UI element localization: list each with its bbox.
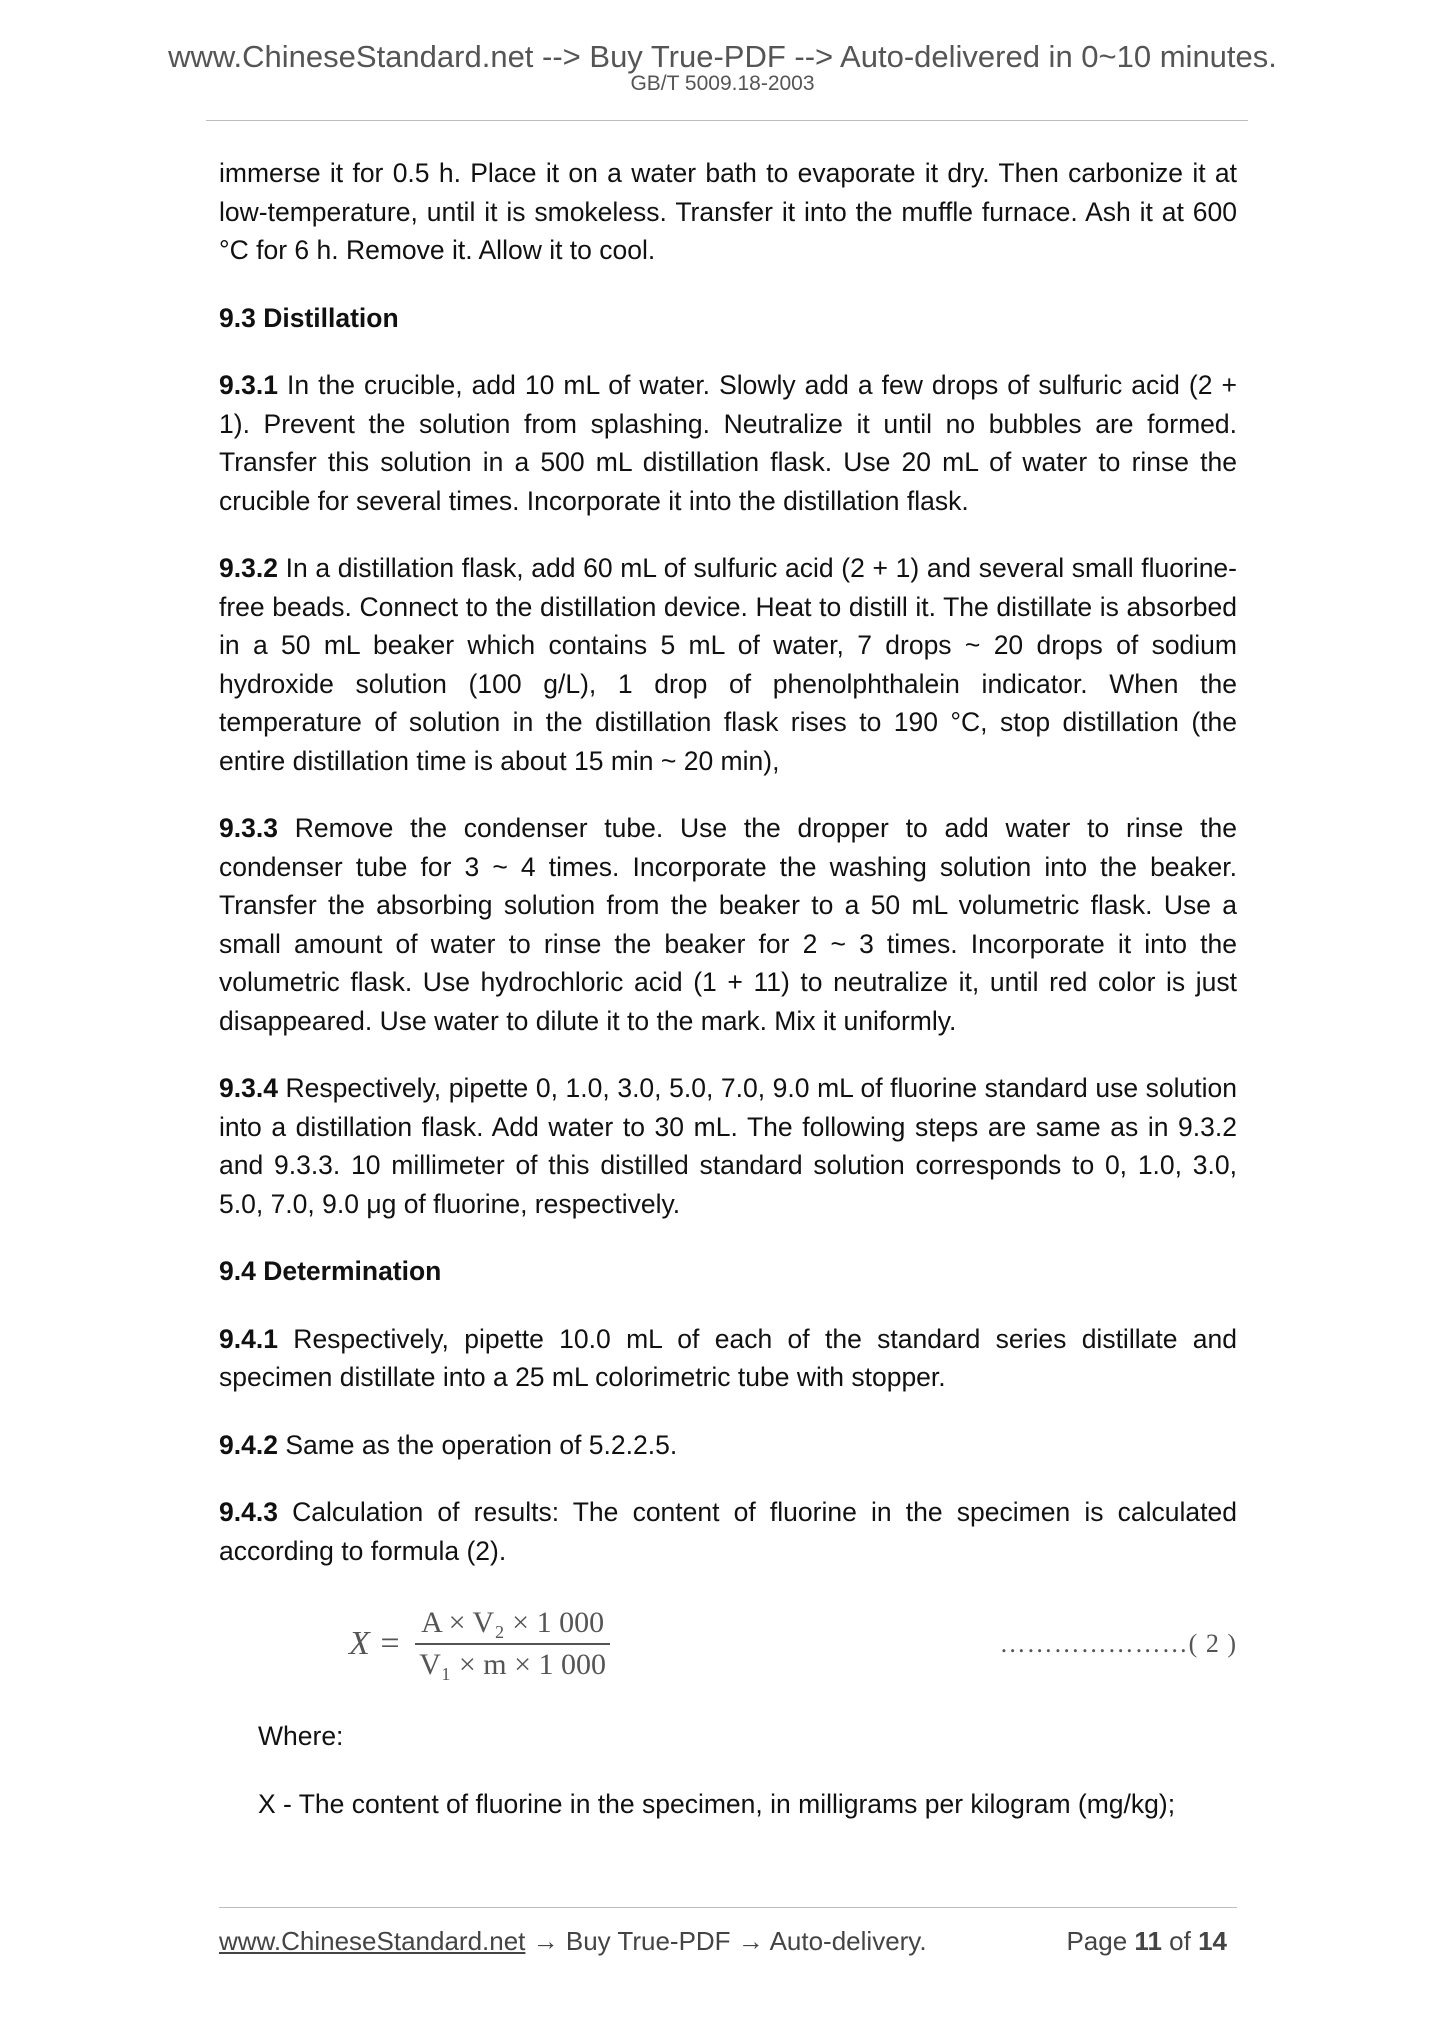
formula-denominator: V₁ × m × 1 000 — [419, 1648, 607, 1681]
section-heading-9-4: 9.4 Determination — [219, 1256, 442, 1286]
clause-number: 9.4.1 — [219, 1323, 278, 1354]
clause-number: 9.3.2 — [219, 553, 278, 583]
page-counter — [1066, 1926, 1227, 1957]
page-current: 11 — [1134, 1926, 1162, 1956]
document-body — [219, 154, 1237, 1852]
clause-text: Remove the condenser tube. Use the dropper to add water to rinse the condenser tube for 3 ~ 4 times. Incorporate the washing solution into the beaker. Transfer the absorbing solution from the beaker to a 50 mL volumetric flask. Use a small amount of water to rinse the beaker for 2 ~ 3 times. Incorporate it into the volumetric flask. Use hydrochloric acid (1 + 11) to neutralize it, until red color is just disappeared. Use water to dilute it to the mark. Mix it uniformly. — [219, 813, 1237, 1036]
fraction-bar — [415, 1643, 610, 1645]
clause-text: Respectively, pipette 0, 1.0, 3.0, 5.0, 7.0, 9.0 mL of fluorine standard use solution into a distillation flask. Add water to 30 mL. The following steps are same as in 9.3.2 and 9.3.3. 10 millimeter of this distilled standard solution corresponds to 0, 1.0, 3.0, 5.0, 7.0, 9.0 μg of fluorine, respectively. — [219, 1073, 1237, 1219]
paragraph-9-3-3 — [219, 809, 1237, 1040]
clause-number: 9.4.2 — [219, 1429, 278, 1460]
formula-expression — [349, 1605, 610, 1683]
footer-site-link[interactable]: www.ChineseStandard.net — [219, 1926, 526, 1956]
clause-text: Same as the operation of 5.2.2.5. — [277, 1429, 678, 1460]
standard-code: GB/T 5009.18-2003 — [630, 72, 815, 95]
footer-links — [219, 1926, 927, 1957]
clause-number: 9.3.3 — [219, 813, 278, 843]
page-footer — [219, 1926, 1237, 1962]
page-of: of — [1169, 1926, 1191, 1956]
footer-divider — [219, 1907, 1237, 1908]
formula-lhs: X = — [349, 1624, 402, 1662]
paragraph-9-4-3 — [219, 1493, 1237, 1570]
where-label: Where: — [258, 1721, 344, 1751]
definition-x: X - The content of fluorine in the specimen, in milligrams per kilogram (mg/kg); — [258, 1788, 1176, 1819]
formula-2 — [219, 1599, 1237, 1695]
section-heading-9-3: 9.3 Distillation — [219, 302, 399, 333]
formula-fraction — [415, 1605, 610, 1683]
formula-numerator: A × V₂ × 1 000 — [421, 1606, 605, 1639]
clause-text: Respectively, pipette 10.0 mL of each of the standard series distillate and specimen distillate into a 25 mL colorimetric tube with stopper. — [219, 1323, 1237, 1392]
paragraph-intro: immerse it for 0.5 h. Place it on a water bath to evaporate it dry. Then carbonize it at low-temperature, until it is smokeless. Transfer it into the muffle furnace. Ash it at 600 °C for 6 h. Remove it. Allow it to cool. — [219, 158, 1237, 265]
clause-number: 9.3.1 — [219, 370, 278, 400]
page-label: Page — [1066, 1926, 1128, 1956]
paragraph-9-3-1 — [219, 366, 1237, 520]
paragraph-9-4-2 — [219, 1426, 1237, 1465]
formula-number: …………………( 2 ) — [999, 1629, 1237, 1658]
clause-text: In a distillation flask, add 60 mL of sulfuric acid (2 + 1) and several small fluorine-free beads. Connect to the distillation device. Heat to distill it. The distillate is absorbed in a 50 mL beaker which contains 5 mL of water, 7 drops ~ 20 drops of sodium hydroxide solution (100 g/L), 1 drop of phenolphthalein indicator. When the temperature of solution in the distillation flask rises to 190 °C, stop distillation (the entire distillation time is about 15 min ~ 20 min), — [219, 553, 1237, 776]
footer-tagline: → Buy True-PDF → Auto-delivery. — [525, 1926, 927, 1956]
page-header — [0, 38, 1445, 96]
paragraph-9-3-4 — [219, 1069, 1237, 1223]
header-divider — [206, 120, 1248, 121]
clause-text: Calculation of results: The content of fluorine in the specimen is calculated according to formula (2). — [219, 1497, 1237, 1566]
header-banner[interactable]: www.ChineseStandard.net --> Buy True-PDF --> Auto-delivered in 0~10 minutes. — [168, 39, 1277, 74]
clause-number: 9.4.3 — [219, 1497, 278, 1527]
paragraph-9-4-1 — [219, 1320, 1237, 1397]
clause-text: In the crucible, add 10 mL of water. Slowly add a few drops of sulfuric acid (2 + 1). Prevent the solution from splashing. Neutralize it until no bubbles are formed. Transfer this solution in a 500 mL distillation flask. Use 20 mL of water to rinse the crucible for several times. Incorporate it into the distillation flask. — [219, 370, 1237, 516]
page-total: 14 — [1198, 1926, 1227, 1956]
clause-number: 9.3.4 — [219, 1073, 278, 1103]
paragraph-9-3-2 — [219, 549, 1237, 780]
